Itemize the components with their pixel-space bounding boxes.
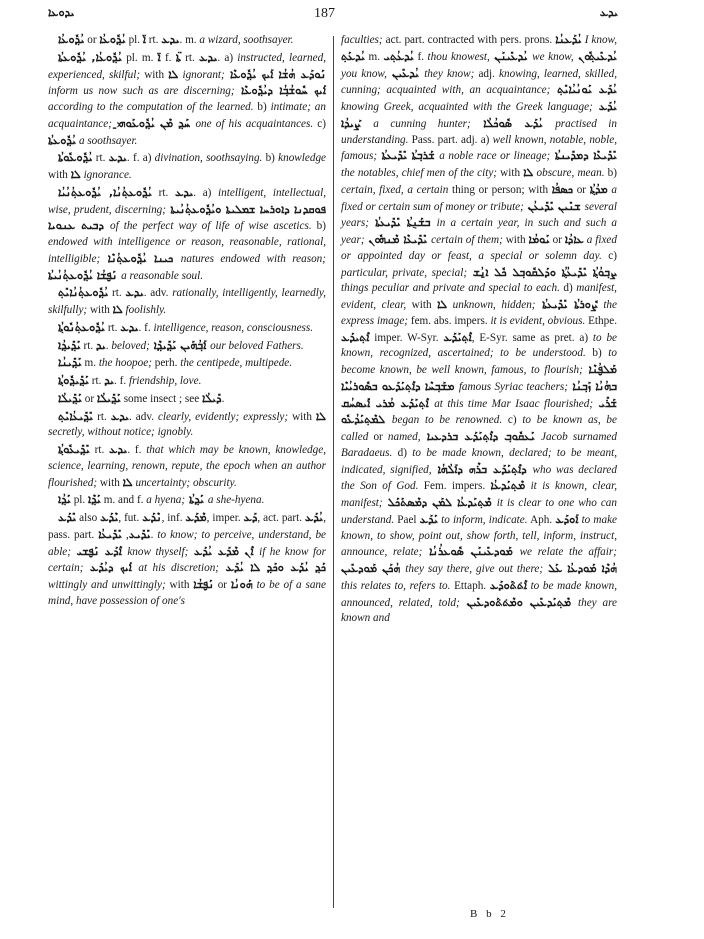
- entry-text: m.: [364, 50, 384, 63]
- italic-gloss: particular, private, special;: [341, 266, 468, 279]
- dictionary-entry: [48, 285, 326, 319]
- header-headword-right: ܝܕܥ: [599, 6, 618, 19]
- syriac-text: ܐܶܬ݂ܝܰܕܰܥ: [443, 330, 472, 344]
- syriac-text: ܝܳܕ݂ܽܘܥܬܳܐ: [48, 133, 77, 147]
- syriac-text: ܝܳܕܰܥܢܳܐ: [555, 33, 582, 46]
- dictionary-entry: [341, 32, 617, 627]
- entry-text: . f.: [114, 375, 129, 387]
- entry-text: thing or person; with: [448, 183, 552, 196]
- syriac-text: ܢܶܕܰܥ: [142, 511, 162, 524]
- entry-text: rt.: [105, 321, 121, 334]
- entry-text: . f.: [138, 321, 154, 334]
- italic-gloss: practised in understanding.: [341, 117, 617, 146]
- entry-text: Fem. impers.: [418, 480, 491, 493]
- italic-gloss: instructed, learned, experienced, skilful;: [48, 51, 327, 81]
- dictionary-entry: [48, 492, 326, 509]
- italic-gloss: to be known as, be called: [341, 414, 617, 443]
- syriac-text: ܝܰܕ݂ܺܝܠܳܐ: [58, 391, 82, 405]
- entry-text: rt.: [151, 186, 175, 199]
- entry-text: act. part. contracted with pers. prons.: [382, 34, 556, 46]
- italic-gloss: natures endowed with reason;: [180, 252, 326, 265]
- italic-gloss: intimate; an acquaintance;: [48, 101, 326, 130]
- italic-gloss: our beloved Fathers.: [210, 339, 304, 352]
- syriac-text: ܝܳܕܥܺܝܬ݂ܽܘܢ: [573, 49, 617, 63]
- italic-gloss: to know; to perceive, understand, be able;: [48, 528, 327, 558]
- syriac-text: ܨܽܘܪܬܳܐ ܝܺܕܺܝܥܬܳܐ: [535, 298, 604, 311]
- syriac-text: ܝܳܕ݂ܽܘܥܳܐ: [99, 33, 126, 46]
- italic-gloss: they know;: [424, 67, 475, 80]
- syriac-text: ܐܶܕܰܥ ܢܰܦ̮ܫܝ: [71, 544, 128, 558]
- syriac-text: ܝܰܕ݂ܺܝܕ݂ܳܐ: [58, 338, 81, 352]
- dictionary-entry: [48, 373, 326, 390]
- entry-text: also: [76, 512, 101, 524]
- syriac-text: ܗܳܕܶܐ ܡܰܘܕܥܳܐ ܥܰܠ: [543, 562, 618, 575]
- syriac-text: ܡܶܬ݂ܝܰܕܥܳܐ: [490, 479, 526, 493]
- entry-text: f.: [160, 51, 176, 64]
- entry-text: pl. m.: [121, 51, 158, 64]
- entry-text: b): [585, 347, 609, 360]
- entry-text: , E-Syr. same as pret. a): [471, 331, 593, 344]
- entry-text: rt.: [80, 339, 96, 352]
- italic-gloss: it is evident, obvious.: [490, 314, 586, 327]
- italic-gloss: certain, fixed, a certain: [341, 183, 449, 196]
- syriac-text: ܝܺܕ݂ܺܝܥܽܘܬ݂ܳܐ: [58, 443, 90, 456]
- entry-text: b): [311, 220, 326, 233]
- dictionary-entry: [48, 338, 326, 355]
- italic-gloss: according to the computation of the learned.: [48, 101, 254, 113]
- right-column: [341, 32, 617, 628]
- syriac-text: ܐܶܢ ܡܶܕܰܥ ܝܳܕܰܥ: [188, 544, 260, 558]
- syriac-text: ܢܰܘܕܰܥ ܗܳܫܳܐ ܐܰܝܟ ܝܳܕ݂ܽܘܥܶܐ: [224, 67, 327, 81]
- entry-text: with: [497, 167, 524, 179]
- dictionary-entry: [48, 150, 326, 184]
- italic-gloss: know thyself;: [127, 545, 189, 558]
- syriac-text: ܠܐ: [523, 166, 534, 179]
- italic-gloss: to inform, indicate.: [441, 513, 528, 526]
- syriac-text: ܝܕ: [104, 374, 115, 387]
- syriac-text: ܝܰܕ݂ܺܝܢܳܐ: [58, 356, 82, 370]
- entry-text: , act. part.: [257, 512, 305, 524]
- entry-text: rt.: [108, 287, 126, 300]
- italic-gloss: to make known, to show, point out, show forth, tell, inform, instruct, announce, relate;: [341, 513, 618, 559]
- entry-text: b): [262, 152, 279, 165]
- syriac-text: ܫܰܪܺܝ ܠܡܶܬ݂ܝܰܕܳܥܽܘ: [341, 396, 617, 427]
- entry-text: c): [313, 117, 326, 130]
- italic-gloss: in a certain year, in such and such a year;: [341, 217, 617, 246]
- syriac-text: ܠܐ: [437, 298, 448, 311]
- italic-gloss: a fixed or appointed day or feast, a special or solemn day.: [341, 234, 617, 262]
- italic-gloss: began to be renowned.: [391, 414, 503, 427]
- syriac-text: ܝܳܕܰܥ ܣܽܘܟܳܠܳܐ: [470, 116, 556, 130]
- italic-gloss: knowing Greek, acquainted with the Greek language;: [341, 101, 593, 113]
- syriac-text: ܐ̈: [157, 50, 161, 64]
- entry-text: m.: [81, 357, 99, 370]
- dictionary-entry: [48, 391, 326, 408]
- entry-text: c): [502, 414, 523, 427]
- syriac-text: ܫܰܪܒ݂ܬܳܐ ܝܺܕܺܝܥܬܳܐ: [377, 149, 440, 163]
- entry-text: rt.: [92, 152, 109, 165]
- italic-gloss: faculties;: [341, 34, 383, 46]
- syriac-text: ܡܰܠܦ̮ܳܢܶܐ ܡܫܰܒ݂ܚܶܐ ܕܐܶܬ݂ܝܰܕܰܥܘ ܒܣܽܘܪܝܳܝܶܐ: [341, 363, 617, 393]
- syriac-text: ܝܰܕ݂ܺܝܠܳܐ: [96, 391, 121, 405]
- italic-gloss: that which may be known, knowledge, science, learning, renown, repute, the epoch when an author flourished;: [48, 444, 326, 489]
- italic-gloss: friendship, love.: [128, 375, 202, 387]
- syriac-text: ܝܳܕܰܥ ܨܰܝܕܳܐ: [341, 100, 617, 130]
- entry-text: pl.: [125, 34, 143, 46]
- italic-gloss: a she-hyena.: [207, 494, 265, 507]
- italic-gloss: intelligent, intellectual, wise, prudent, discerning;: [48, 186, 326, 216]
- entry-text: , pass. part.: [48, 512, 326, 541]
- italic-gloss: to be made known, announced, related, told;: [341, 579, 617, 609]
- italic-gloss: obscure, mean.: [536, 167, 605, 179]
- italic-gloss: foolishly.: [125, 304, 167, 316]
- italic-gloss: secretly, without notice; ignobly.: [48, 426, 194, 439]
- entry-text: with: [288, 410, 316, 423]
- entry-text: with: [406, 299, 438, 311]
- syriac-text: ܝܳܕܥܺܝܢ: [386, 66, 425, 80]
- syriac-text: ܢܰܦ̮ܫܳܐ: [193, 578, 214, 591]
- italic-gloss: we know,: [532, 50, 574, 63]
- syriac-text: ܗܰܘܢܳܐ: [230, 578, 253, 591]
- entry-text: b): [253, 101, 271, 113]
- italic-gloss: manifest, evident, clear,: [341, 282, 617, 311]
- syriac-text: ܝܺܕܺܝܥܶܐ ܕܡܕܺܝܢܬܳܐ: [550, 149, 617, 163]
- syriac-text: ܐܶܬ݂ܝܕܰܥ: [341, 330, 370, 344]
- italic-gloss: the express image;: [341, 299, 617, 327]
- syriac-text: ܝܺܕܺܝܥܳܐ: [98, 527, 122, 541]
- entry-text: or: [213, 579, 231, 591]
- italic-gloss: uncertainty; obscurity.: [135, 476, 237, 489]
- italic-gloss: the hoopoe;: [98, 357, 152, 370]
- syriac-text: ܝܕܥ: [199, 50, 218, 64]
- syriac-text: ܫܢܺܝܢ ܝܺܕܺܝܥܳܢ: [523, 199, 585, 213]
- syriac-text: ܝܳܕܰܥ: [304, 511, 324, 524]
- italic-gloss: beloved;: [111, 339, 150, 352]
- italic-gloss: this relates to, refers to.: [341, 579, 451, 592]
- italic-gloss: a soothsayer.: [78, 134, 138, 147]
- syriac-text: ܡܰܘܕܥܺܝܢܰܢ ܣܽܘܥܪܳܢܳܐ: [422, 545, 520, 559]
- syriac-text: ܝܶܕܰܥ: [100, 511, 119, 524]
- syriac-text: ܝܰܘܡܳܐ: [528, 233, 550, 246]
- syriac-text: ܕܐܶܬ݂ܝܰܕܰܥ ܒܪܶܗ ܕܐܰܠܳܗܳܐ: [431, 462, 533, 476]
- italic-gloss: they are known and: [341, 596, 617, 625]
- syriac-text: ܝܳܕܥܺܝܢܰܢ: [489, 49, 533, 63]
- entry-text: Aph.: [527, 513, 556, 526]
- syriac-text: ܝܳܕ݂ܽܘܥܬ݂ܳܢܽܘܬ݂ܳܐ: [58, 320, 106, 334]
- syriac-text: ܝܰܕܰܥ: [419, 512, 438, 526]
- italic-gloss: knowledge: [278, 152, 326, 165]
- syriac-text: ܝܺܕܺܝܥ: [128, 527, 151, 541]
- italic-gloss: you know,: [341, 67, 387, 80]
- syriac-text: ܕܰܥ: [243, 511, 258, 524]
- syriac-text: ܦܘܩܕܢܐ ܕܐܘܪܚܐ ܫܡܠܝܬܐ ܘܝܳܕ݂ܽܘܥܬ݂ܳܢܳܝܬܐ ܕܒܝܬ ܥܢܘܝܐ: [48, 202, 326, 233]
- italic-gloss: a noble race or lineage;: [439, 150, 551, 163]
- syriac-text: ܡܶܕܰܥ: [185, 511, 207, 524]
- italic-gloss: well known, notable, noble, famous;: [341, 133, 617, 163]
- syriac-text: ܝܳܕ݂ܽܘܥܬ݂ܳܢܳܐ, ܝܳܕ݂ܽܘܥܬ݂ܳܢܳܝܳܐ: [58, 185, 152, 199]
- syriac-text: ܝܕܥ: [108, 151, 127, 165]
- entry-text: with: [502, 234, 529, 246]
- italic-gloss: the notables, chief men of the city;: [341, 167, 498, 179]
- syriac-text: ܝܰܕ݂ܶܐ: [88, 493, 101, 507]
- italic-gloss: to become known, be well known, famous, to flourish;: [341, 347, 617, 376]
- entry-text: , fut.: [118, 512, 143, 524]
- entry-text: ,: [122, 528, 129, 541]
- dictionary-entry: [48, 355, 326, 372]
- syriac-text: ܥܐܕܳܐ: [564, 233, 584, 246]
- entry-text: rt.: [89, 444, 110, 456]
- italic-gloss: a wizard, soothsayer.: [199, 34, 294, 46]
- dictionary-entry: [48, 185, 326, 285]
- syriac-text: ܝܕܥ: [120, 320, 139, 334]
- italic-gloss: ignorant;: [182, 68, 225, 81]
- entry-text: .: [150, 528, 158, 541]
- italic-gloss: famous Syriac teachers;: [458, 380, 568, 393]
- entry-text: with: [165, 579, 194, 591]
- entry-text: . adv.: [129, 410, 158, 423]
- italic-gloss: knowing, learned, skilled, cunning; acquainted with, an acquaintance;: [341, 67, 617, 97]
- syriac-text: ܝܰܕ݂ܺܝܕ݂ܽܘܬ݂ܳܐ: [58, 374, 89, 387]
- italic-gloss: named,: [387, 431, 421, 443]
- entry-text: or: [81, 392, 97, 405]
- syriac-text: ܝܕܥ: [125, 286, 144, 300]
- syriac-text: ܗܳܟܰܢ ܡܰܘܕܥܺܝܢ: [341, 562, 406, 575]
- italic-gloss: of the perfect way of life of wise ascetics.: [109, 220, 312, 233]
- signature-mark: B b 2: [470, 908, 509, 920]
- entry-text: perh.: [151, 357, 181, 370]
- italic-gloss: a reasonable soul.: [121, 269, 204, 282]
- entry-text: rt.: [93, 410, 111, 423]
- italic-gloss: we relate the affair;: [519, 546, 617, 559]
- entry-text: some insect ; see: [120, 392, 202, 405]
- entry-text: rt.: [145, 34, 162, 46]
- entry-text: . adv.: [143, 287, 173, 300]
- syriac-text: ܝܕܥ: [109, 443, 128, 456]
- syriac-text: ܒܗܳܢܳܐ ܙܰܒ݂ܢܳܐ ܐܶܬ݂ܝܰܕܰܥ ܡܳܪܝ ܐܺܝܣܚܳܩ: [341, 379, 617, 410]
- dictionary-entry: [48, 510, 326, 610]
- syriac-text: ܨܒ݂ܘܳܬ݂ܳܐ ܝܺܕܺܝܥܳܬ݂ܳܐ ܘܕܰܠܩܽܘܒ݂ܠ ܟܽܠ ܐ̱ܢܳܫ: [467, 265, 617, 279]
- entry-text: b): [604, 167, 617, 179]
- syriac-text: ܝܺܕܰܥ: [58, 511, 77, 524]
- page-number: 187: [314, 6, 335, 21]
- italic-gloss: things peculiar and private and special to each.: [341, 282, 560, 295]
- syriac-text: ܝܺܕܺܝܥܶܐ ܡܶܢܗܽܘܢ: [364, 233, 432, 246]
- header-headword-left: ܝܕܘܥܐ: [48, 6, 75, 19]
- italic-gloss: one of his acquaintances.: [195, 117, 314, 130]
- entry-text: or: [573, 183, 590, 196]
- entry-text: . a): [193, 186, 219, 199]
- syriac-text: ܝܳܕ݂ܽܘܥܽܘܬܳܐ: [58, 151, 93, 165]
- italic-gloss: divination, soothsaying.: [154, 152, 263, 165]
- italic-gloss: it is clear to one who can understand.: [341, 497, 617, 526]
- syriac-text: ܐܰܝܟ ܚܽܘܫܳܒ݂ܳܐ ܕܝܳܕ݂ܽܘܥܶܐ: [234, 84, 326, 98]
- running-header: [48, 6, 618, 26]
- italic-gloss: who was declared the Son of God.: [341, 463, 617, 493]
- italic-gloss: wittingly and unwittingly;: [48, 579, 166, 591]
- syriac-text: ܐܰܝܟ ܕܝܳܕܰܥ: [83, 561, 139, 575]
- entry-text: Ethpe.: [585, 314, 617, 327]
- entry-text: d): [559, 282, 577, 295]
- italic-gloss: to be known, recognized, ascertained; to be understood.: [341, 331, 618, 360]
- italic-gloss: a cunning hunter;: [373, 117, 471, 130]
- syriac-text: ܝܳܕ݂ܽܘܥܳܐ: [58, 33, 85, 46]
- italic-gloss: several years;: [341, 200, 617, 230]
- syriac-text: ܝܳܕܥܰܬ݂: [341, 49, 365, 63]
- syriac-text: ܝܺܕ݂ܺܝܥܳܐܝܺܬ݂: [58, 409, 94, 423]
- syriac-text: ܠܐ: [168, 67, 179, 81]
- italic-gloss: clearly, evidently; expressly;: [157, 410, 289, 423]
- italic-gloss: at this time Mar Isaac flourished;: [434, 397, 594, 410]
- syriac-text: ܟܣܦܳܐ: [551, 182, 574, 196]
- syriac-text: ܝܕܥ: [110, 409, 130, 423]
- entry-text: with: [140, 68, 169, 81]
- italic-gloss: to be made known, declared; to be meant, indicated, signified,: [341, 446, 617, 476]
- entry-text: Pael: [394, 513, 420, 526]
- entry-text: f.: [413, 50, 428, 63]
- entry-text: .: [105, 339, 112, 352]
- italic-gloss: a hyena;: [146, 494, 186, 507]
- entry-text: or: [549, 234, 565, 246]
- syriac-text: ܐܰܒ݂ܳܗܰܝܢ ܝܰܕ݂ܺܝܕ݂ܶܐ: [149, 338, 211, 352]
- left-column: [48, 32, 326, 611]
- dictionary-entry: [48, 32, 326, 49]
- syriac-text: ܝܳܕܥܳܬ݂ܝ: [383, 49, 414, 63]
- italic-gloss: certain of them;: [431, 234, 503, 246]
- entry-text: . f.: [127, 444, 147, 456]
- syriac-text: ܝܳܕܰܥ ܝܰܘܢܳܝܳܐܝܺܬ݂: [550, 83, 617, 97]
- entry-text: . f. a): [126, 152, 155, 165]
- syriac-text: ܟܝܢܐ ܝܳܕ݂ܽܘܥܬ݂ܳܢܶܐ: [100, 251, 181, 265]
- entry-text: adj.: [474, 67, 500, 80]
- syriac-text: ܝܕ: [95, 338, 106, 352]
- entry-text: m. and f.: [100, 494, 147, 507]
- syriac-text: ܚܰܕ݂ ܡܶܢ ܝܳܕ݂ܽܘܥܰܘܗ̱ܝ: [112, 116, 196, 130]
- syriac-text: ܠܐ: [122, 475, 133, 489]
- syriac-text: ܡܶܬ݂ܝܰܕܥܳܐ ܠܡܰܢ ܕܡܶܣܬܰܟܰܠ: [382, 496, 497, 509]
- entry-text: fem. abs. impers.: [408, 314, 491, 327]
- italic-gloss: a fixed or certain sum of money or tribute;: [341, 183, 617, 213]
- dictionary-entry: [48, 320, 326, 337]
- syriac-text: ܝܰܕ݂ܳܐ: [58, 493, 71, 507]
- syriac-text: ܠܐ: [112, 303, 123, 316]
- italic-gloss: ignorance.: [83, 169, 132, 181]
- entry-text: with: [87, 304, 113, 316]
- entry-text: c): [601, 249, 617, 262]
- entry-text: . a): [217, 51, 238, 64]
- entry-text: . m.: [179, 34, 200, 46]
- italic-gloss: rationally, intelligently, learnedly, skilfully;: [48, 287, 326, 316]
- entry-text: , inf.: [161, 512, 186, 524]
- syriac-text: ܡܶܬ݂ܝܰܕܥܺܝܢ ܘܡܶܬ݁ܬ݁ܰܘܕܥܺܝܢ: [459, 595, 579, 609]
- italic-gloss: they say there, give out there;: [405, 563, 544, 575]
- italic-gloss: Jacob surnamed Baradaeus.: [341, 431, 617, 459]
- entry-text: with: [97, 476, 123, 489]
- italic-gloss: unknown, hidden;: [452, 299, 536, 311]
- italic-gloss: inform us now such as are discerning;: [48, 85, 235, 98]
- dictionary-entry: [48, 442, 326, 491]
- syriac-text: ܝܰܥܩܽܘܒ݂ ܕܐܶܬ݂ܝܰܕܰܥ ܒܪܕܥܝܐ: [420, 430, 542, 443]
- syriac-text: ܝܳܕ݂ܽܘܥܳܐ, ܝܳܕ݂ܽܘܥܬܳܐ: [58, 50, 122, 64]
- entry-text: Pass. part. adj. a): [408, 133, 493, 146]
- syriac-text: ܝܕܥ: [174, 185, 194, 199]
- entry-text: or: [84, 34, 100, 46]
- italic-gloss: if he know for certain;: [48, 545, 327, 575]
- dictionary-entry: [48, 50, 326, 150]
- italic-gloss: at his discretion;: [138, 562, 220, 575]
- italic-gloss: the centipede, multipede.: [180, 357, 293, 370]
- syriac-text: ܠܐ: [70, 168, 81, 181]
- syriac-text: ܬ̈ܐ: [175, 50, 181, 64]
- entry-text: .: [221, 392, 225, 405]
- syriac-text: ܠܐ: [315, 409, 326, 423]
- italic-gloss: it is known, clear, manifest;: [341, 480, 617, 509]
- syriac-text: ܕܺܝܠܳܐ: [201, 391, 222, 405]
- dictionary-entry: [48, 409, 326, 442]
- italic-gloss: thou knowest,: [427, 50, 490, 63]
- entry-text: rt.: [180, 51, 200, 64]
- syriac-text: ܢܰܦ̮ܫܳܐ ܝܳܕ݂ܽܘܥܬ݂ܳܢܳܝܬܳܐ: [48, 268, 122, 282]
- entry-text: imper. W-Syr.: [369, 331, 444, 344]
- entry-text: d): [392, 446, 413, 459]
- syriac-text: ܝܳܕ݂ܽܘܥܬ݂ܳܢܳܐܝܺܬ݂: [58, 286, 109, 300]
- entry-text: rt.: [89, 375, 105, 387]
- syriac-text: ܝܕܥ: [161, 33, 180, 46]
- syriac-text: ܐܰܘܕܰܥ: [555, 512, 579, 526]
- syriac-text: ܝܰܕ݂ܬܳܐ: [185, 493, 208, 507]
- italic-gloss: to be of a sane mind, have possession of one's: [48, 579, 326, 607]
- column-divider: [333, 36, 334, 908]
- syriac-text: ܒܫܰܢ݈ܬܳܐ ܝܺܕܺܝܥܬܳܐ: [368, 216, 437, 230]
- entry-text: or: [368, 431, 388, 443]
- entry-text: Ettaph.: [450, 579, 490, 592]
- italic-gloss: endowed with intelligence or reason, reasonable, rational, intelligible;: [48, 236, 326, 265]
- italic-gloss: intelligence, reason, consciousness.: [153, 321, 314, 334]
- entry-text: pl.: [70, 494, 88, 507]
- italic-gloss: I know,: [584, 34, 617, 46]
- syriac-text: ܐ̈: [142, 33, 146, 46]
- syriac-text: ܟܰܕ݂ ܝܳܕܰܥ ܘܟܰܕ݂ ܠܐ ܝܳܕܰܥ: [219, 561, 327, 575]
- syriac-text: ܡܕܳܬ݂ܳܐ: [589, 182, 608, 196]
- entry-text: with: [48, 169, 71, 181]
- entry-text: , imper.: [206, 512, 244, 524]
- syriac-text: ܐܶܬ݁ܬ݁ܰܘܕܰܥ: [489, 578, 527, 592]
